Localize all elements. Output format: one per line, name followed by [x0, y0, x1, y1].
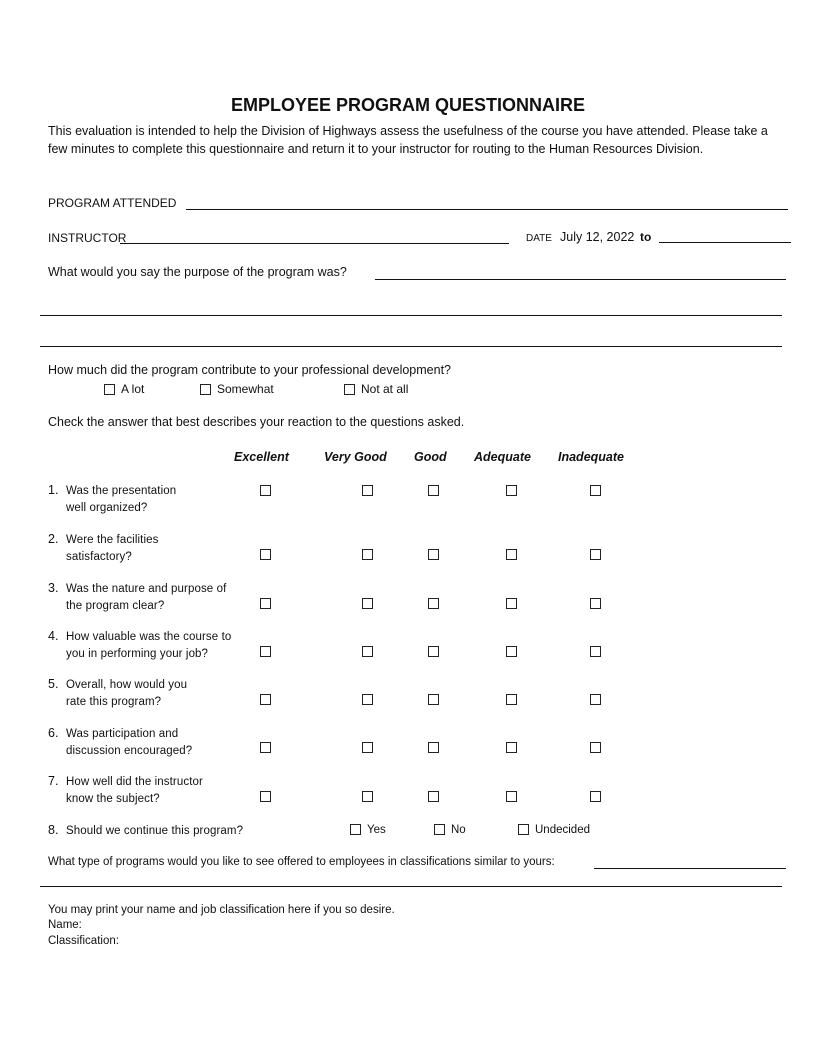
q7-excellent-checkbox[interactable]	[260, 791, 271, 802]
q4-excellent-checkbox[interactable]	[260, 646, 271, 657]
question-number: 1.	[48, 483, 59, 497]
q5-very-good-checkbox[interactable]	[362, 694, 373, 705]
question-line: discussion encouraged?	[66, 744, 193, 757]
q2-very-good-checkbox[interactable]	[362, 549, 373, 560]
name-label: Name:	[48, 919, 82, 931]
question-line: well organized?	[66, 501, 148, 514]
question-number: 7.	[48, 774, 59, 788]
question-line: know the subject?	[66, 792, 160, 805]
contribution-somewhat-label: Somewhat	[217, 382, 274, 396]
question-text	[66, 726, 241, 759]
purpose-answer-line-2[interactable]	[40, 315, 782, 316]
q3-excellent-checkbox[interactable]	[260, 598, 271, 609]
question-number: 2.	[48, 532, 59, 546]
q6-very-good-checkbox[interactable]	[362, 742, 373, 753]
purpose-question: What would you say the purpose of the program was?	[48, 265, 347, 279]
question-line: How well did the instructor	[66, 776, 203, 788]
contribution-notatall-checkbox[interactable]	[344, 384, 355, 395]
question-line: the program clear?	[66, 599, 165, 612]
contribution-alot-label: A lot	[121, 382, 145, 396]
header-inadequate: Inadequate	[558, 450, 624, 464]
q8-undecided-checkbox[interactable]	[518, 824, 529, 835]
q5-inadequate-checkbox[interactable]	[590, 694, 601, 705]
q8-yes-checkbox[interactable]	[350, 824, 361, 835]
q7-good-checkbox[interactable]	[428, 791, 439, 802]
contribution-question: How much did the program contribute to your professional development?	[48, 363, 451, 377]
q1-very-good-checkbox[interactable]	[362, 485, 373, 496]
question-text	[66, 677, 241, 710]
question-text	[66, 629, 241, 662]
q2-inadequate-checkbox[interactable]	[590, 549, 601, 560]
question-number: 5.	[48, 677, 59, 691]
question-line: Was the presentation	[66, 485, 177, 497]
header-adequate: Adequate	[474, 450, 531, 464]
header-very-good: Very Good	[324, 450, 387, 464]
question-number: 8.	[48, 823, 59, 837]
intro-paragraph: This evaluation is intended to help the Division of Highways assess the usefulness of the course you have attended. Please take a few minutes to complete this questionnaire and return it to your instructor for routing to the Human Resources Division.	[48, 124, 768, 156]
question-text	[66, 532, 241, 565]
question-line: Overall, how would you	[66, 679, 188, 691]
question-text	[66, 581, 241, 614]
instructor-label: INSTRUCTOR	[48, 231, 127, 245]
rating-instructions: Check the answer that best describes your reaction to the questions asked.	[48, 415, 465, 429]
question-number: 6.	[48, 726, 59, 740]
question-text	[66, 483, 241, 516]
q1-adequate-checkbox[interactable]	[506, 485, 517, 496]
q8-no-label: No	[451, 824, 466, 836]
q3-good-checkbox[interactable]	[428, 598, 439, 609]
q3-very-good-checkbox[interactable]	[362, 598, 373, 609]
classification-label: Classification:	[48, 935, 119, 947]
q8-undecided-label: Undecided	[535, 824, 590, 836]
question-line: rate this program?	[66, 695, 162, 708]
header-excellent: Excellent	[234, 450, 289, 464]
q4-inadequate-checkbox[interactable]	[590, 646, 601, 657]
date-to-line[interactable]	[659, 242, 791, 243]
contribution-notatall-label: Not at all	[361, 382, 409, 396]
q3-inadequate-checkbox[interactable]	[590, 598, 601, 609]
question-line: Were the facilities	[66, 534, 159, 546]
program-attended-label: PROGRAM ATTENDED	[48, 196, 177, 210]
q6-adequate-checkbox[interactable]	[506, 742, 517, 753]
future-programs-line-1[interactable]	[594, 868, 786, 869]
q4-good-checkbox[interactable]	[428, 646, 439, 657]
question-text: Should we continue this program?	[66, 825, 244, 837]
future-programs-question: What type of programs would you like to see offered to employees in classifications similar to yours:	[48, 856, 555, 868]
date-label: DATE	[526, 233, 552, 244]
header-good: Good	[414, 450, 447, 464]
q6-good-checkbox[interactable]	[428, 742, 439, 753]
q6-inadequate-checkbox[interactable]	[590, 742, 601, 753]
q2-excellent-checkbox[interactable]	[260, 549, 271, 560]
q4-adequate-checkbox[interactable]	[506, 646, 517, 657]
q7-adequate-checkbox[interactable]	[506, 791, 517, 802]
question-text	[66, 774, 241, 807]
contribution-somewhat-checkbox[interactable]	[200, 384, 211, 395]
q3-adequate-checkbox[interactable]	[506, 598, 517, 609]
q2-good-checkbox[interactable]	[428, 549, 439, 560]
question-number: 4.	[48, 629, 59, 643]
question-line: Was the nature and purpose of	[66, 583, 227, 595]
instructor-line[interactable]	[120, 243, 509, 244]
contribution-alot-checkbox[interactable]	[104, 384, 115, 395]
q6-excellent-checkbox[interactable]	[260, 742, 271, 753]
q8-yes-label: Yes	[367, 824, 386, 836]
purpose-answer-line-3[interactable]	[40, 346, 782, 347]
question-line: satisfactory?	[66, 550, 132, 563]
q1-excellent-checkbox[interactable]	[260, 485, 271, 496]
program-attended-line[interactable]	[186, 209, 788, 210]
date-value[interactable]: July 12, 2022	[560, 230, 635, 244]
q2-adequate-checkbox[interactable]	[506, 549, 517, 560]
q5-adequate-checkbox[interactable]	[506, 694, 517, 705]
page-title: EMPLOYEE PROGRAM QUESTIONNAIRE	[230, 95, 586, 115]
question-number: 3.	[48, 581, 59, 595]
purpose-answer-line-1[interactable]	[375, 279, 786, 280]
question-line: How valuable was the course to	[66, 631, 232, 643]
future-programs-line-2[interactable]	[40, 886, 782, 887]
q5-good-checkbox[interactable]	[428, 694, 439, 705]
q7-inadequate-checkbox[interactable]	[590, 791, 601, 802]
question-line: Was participation and	[66, 728, 179, 740]
q7-very-good-checkbox[interactable]	[362, 791, 373, 802]
question-line: you in performing your job?	[66, 647, 209, 660]
footer-note: You may print your name and job classification here if you so desire.	[48, 904, 395, 916]
q5-excellent-checkbox[interactable]	[260, 694, 271, 705]
q4-very-good-checkbox[interactable]	[362, 646, 373, 657]
q1-inadequate-checkbox[interactable]	[590, 485, 601, 496]
to-label: to	[640, 230, 652, 244]
q1-good-checkbox[interactable]	[428, 485, 439, 496]
q8-no-checkbox[interactable]	[434, 824, 445, 835]
